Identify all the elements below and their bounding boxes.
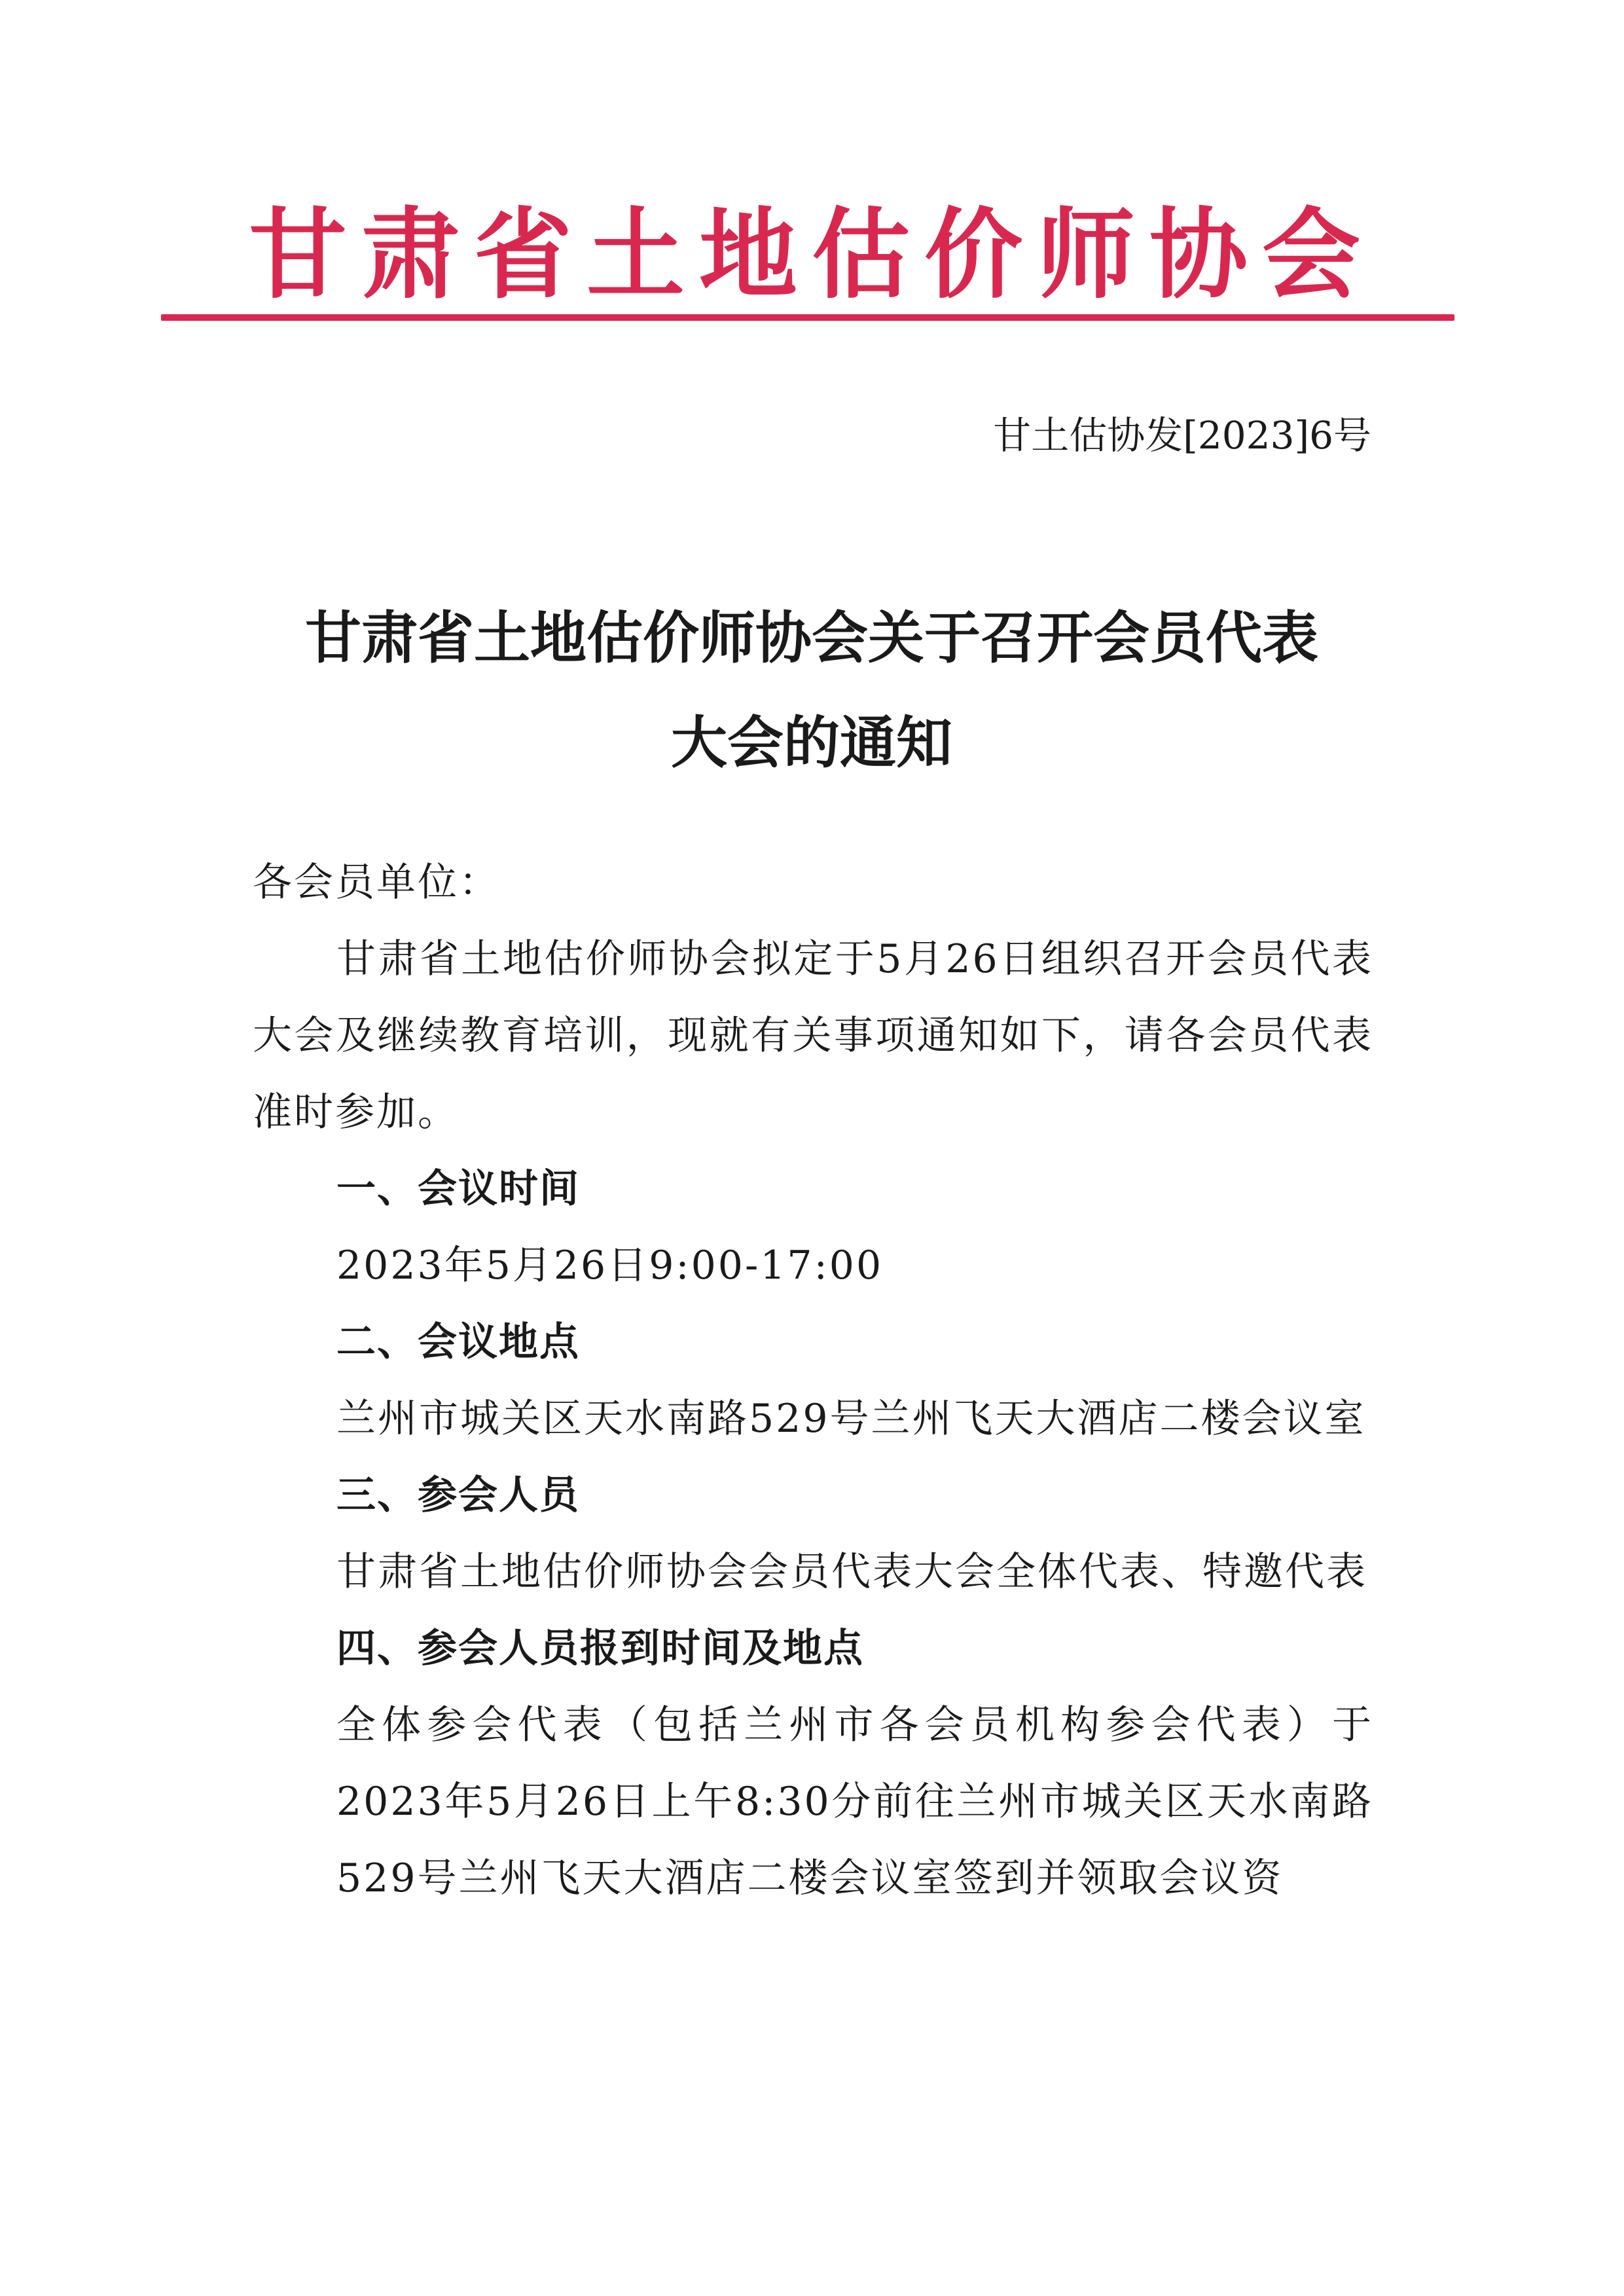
document-number: 甘土估协发[2023]6号 [993,413,1371,458]
section-heading-location: 二、会议地点 [336,1319,580,1365]
document-title-line-1: 甘肃省土地估价师协会关于召开会员代表 [305,606,1318,671]
section-heading-time: 一、会议时间 [336,1166,580,1212]
document-body [253,845,1373,1917]
section-content-registration: 全体参会代表（包括兰州市各会员机构参会代表）于2023年5月26日上午8:30分前往兰州市城关区天水南路529号兰州飞天大酒店二楼会议室签到并领取会议资 [336,1702,1373,1901]
salutation: 各会员单位： [253,860,500,905]
section-content-location: 兰州市城关区天水南路529号兰州飞天大酒店二楼会议室 [336,1396,1366,1442]
section-heading-attendees: 三、参会人员 [336,1472,580,1518]
letterhead-title: 甘肃省土地估价师协会 [248,198,1375,312]
section-heading-registration: 四、参会人员报到时间及地点 [336,1626,864,1671]
section-content-attendees: 甘肃省土地估价师协会会员代表大会全体代表、特邀代表 [336,1549,1367,1595]
section-content-time: 2023年5月26日9:00-17:00 [336,1243,884,1288]
document-title-line-2: 大会的通知 [671,710,952,776]
document-title [255,586,1368,795]
intro-paragraph: 甘肃省土地估价师协会拟定于5月26日组织召开会员代表大会及继续教育培训，现就有关事项通知如下，请各会员代表准时参加。 [253,936,1373,1135]
letterhead-red-rule [161,314,1454,321]
